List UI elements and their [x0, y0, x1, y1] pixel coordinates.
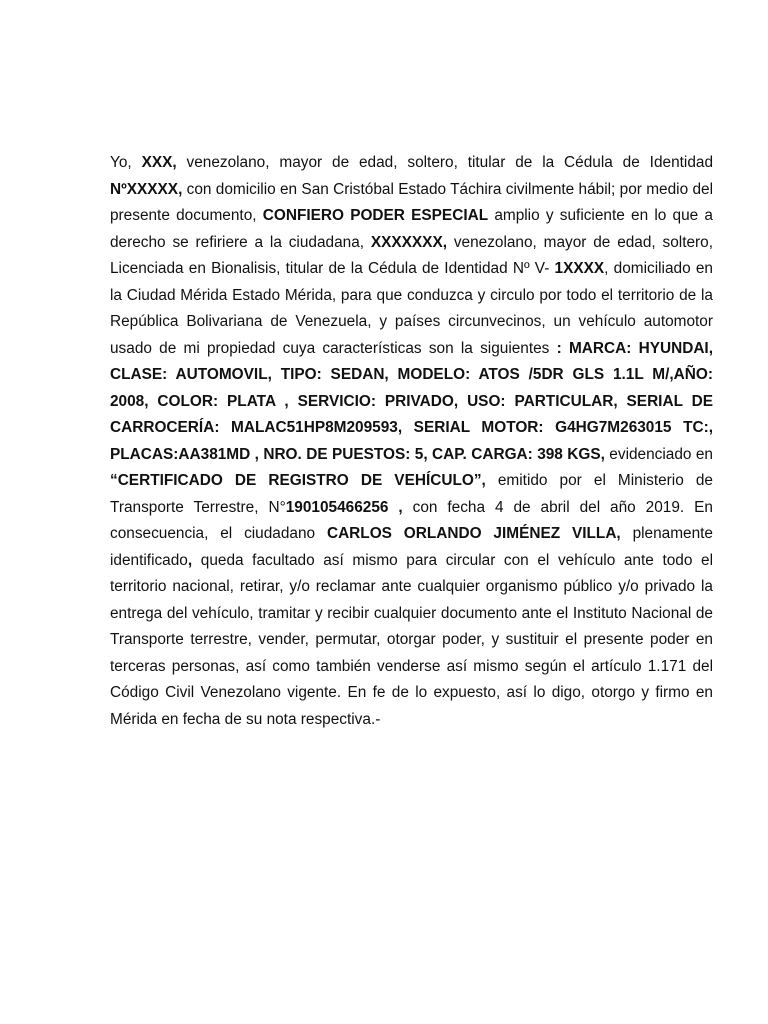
- text-run: venezolano, mayor de edad, soltero, Licenciada en Bionalisis, titular de la Cédula de Identidad Nº V-: [110, 233, 714, 277]
- text-run: emitido por el Ministerio de Transporte Terrestre, N°: [110, 472, 713, 516]
- text-run: venezolano, mayor de edad, soltero, titular de la Cédula de Identidad: [176, 154, 713, 171]
- grantor-id-number: NºXXXXX,: [110, 180, 183, 198]
- grantee-id-number: 1XXXX: [554, 260, 605, 277]
- text-run: Yo,: [110, 154, 142, 171]
- text-run: evidenciado en: [604, 445, 713, 463]
- certificate-title: “CERTIFICADO DE REGISTRO DE VEHÍCULO”,: [110, 472, 486, 489]
- text-run: amplio y suficiente en lo que a derecho se refiriere a la ciudadana,: [110, 207, 713, 251]
- power-type: CONFIERO PODER ESPECIAL: [262, 207, 489, 224]
- power-of-attorney-paragraph: [110, 150, 713, 733]
- authorized-person-name: CARLOS ORLANDO JIMÉNEZ VILLA,: [326, 525, 621, 542]
- grantee-name: XXXXXXX,: [370, 233, 447, 251]
- vehicle-details: : MARCA: HYUNDAI, CLASE: AUTOMOVIL, TIPO: SEDAN, MODELO: ATOS /5DR GLS 1.1L M/,AÑO: 2008, COLOR: PLATA , SERVICIO: PRIVADO, USO: PARTICULAR, SERIAL DE CARROCERÍA: MALAC51HP8M209593, SERIAL MOTOR: G4HG7M263015 TC:, PLACAS:AA381MD , NRO. DE PUESTOS: 5, CAP. CARGA: 398 KGS,: [110, 339, 713, 463]
- text-run: queda facultado así mismo para circular con el vehículo ante todo el territorio nacional, retirar, y/o reclamar ante cualquier organismo público y/o privado la entrega del vehículo, tramitar y recibir cualquier documento ante el Instituto Nacional de Transporte terrestre, vender, permutar, otorgar poder, y sustituir el presente poder en terceras personas, así como también venderse así mismo según el artículo 1.171 del Código Civil Venezolano vigente. En fe de lo expuesto, así lo digo, otorgo y firmo en Mérida en fecha de su nota respectiva.-: [110, 551, 713, 728]
- certificate-number: 190105466256 ,: [285, 498, 403, 516]
- text-run: con fecha 4 de abril del año 2019. En consecuencia, el ciudadano: [110, 498, 713, 542]
- text-run: plenamente identificado: [110, 525, 713, 569]
- bold-comma: ,: [187, 551, 193, 569]
- text-run: , domiciliado en la Ciudad Mérida Estado Mérida, para que conduzca y circulo por todo el territorio de la República Bolivariana de Venezuela, y países circunvecinos, un vehículo automotor usado de mi propiedad cuya características son la siguientes: [110, 260, 713, 357]
- text-run: con domicilio en San Cristóbal Estado Táchira civilmente hábil; por medio del presente documento,: [110, 180, 713, 224]
- grantor-name: XXX,: [141, 154, 177, 171]
